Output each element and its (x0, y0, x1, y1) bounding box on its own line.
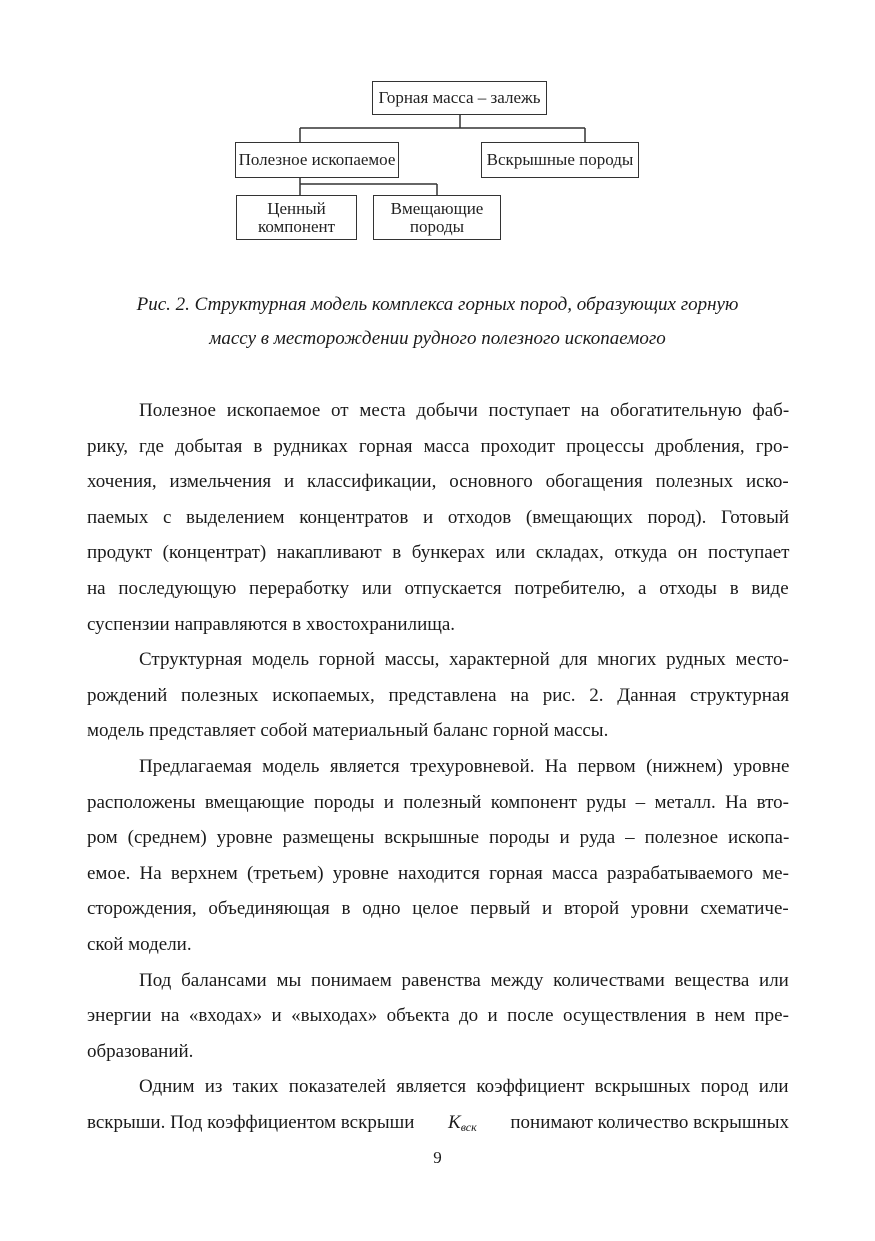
node-mineral-label: Полезное ископаемое (238, 150, 396, 169)
node-valuable-component-line1: Ценный (267, 198, 326, 218)
node-rock-mass (372, 81, 547, 115)
p5-line-2-after: понимают количество вскрышных (510, 1111, 789, 1133)
structure-diagram (0, 0, 875, 260)
node-rock-mass-label: Горная масса – залежь (378, 88, 541, 107)
caption-line-2: массу в месторождении рудного полезного ископаемого (209, 328, 666, 349)
p2-line-3: модель представляет собой материальный баланс горной массы. (87, 720, 609, 742)
caption-line-1: Рис. 2. Структурная модель комплекса горных пород, образующих горную (136, 294, 739, 315)
p4-line-2: энергии на «входах» и «выходах» объекта до и после осуществления в нем пре- (87, 1005, 789, 1027)
k-vsk-symbol (448, 1105, 477, 1146)
paragraph-2 (87, 642, 789, 749)
paragraph-3 (87, 749, 789, 963)
node-host-rock (373, 195, 501, 240)
p2-line-2: рождений полезных ископаемых, представлена на рис. 2. Данная структурная (87, 684, 790, 706)
node-overburden-label: Вскрышные породы (486, 150, 634, 169)
paragraph-5 (87, 1069, 789, 1145)
p4-line-1: Под балансами мы понимаем равенства между количествами вещества или (139, 969, 789, 991)
p1-line-4: паемых с выделением концентратов и отходов (вмещающих пород). Готовый (87, 506, 790, 528)
p3-line-5: сторождения, объединяющая в одно целое первый и второй уровни схематиче- (87, 898, 789, 920)
p1-line-5: продукт (концентрат) накапливают в бункерах или складах, откуда он поступает (87, 542, 790, 564)
p1-line-3: хочения, измельчения и классификации, основного обогащения полезных иско- (87, 471, 789, 493)
p5-line-2-before: вскрыши. Под коэффициентом вскрыши (87, 1111, 415, 1133)
p5-line-1: Одним из таких показателей является коэффициент вскрышных пород или (139, 1076, 789, 1098)
node-host-rock-line2: породы (409, 216, 465, 236)
p3-line-1: Предлагаемая модель является трехуровневой. На первом (нижнем) уровне (139, 755, 790, 777)
node-mineral (235, 142, 399, 178)
figure-caption (60, 288, 815, 356)
k-symbol: K (448, 1111, 461, 1133)
p3-line-2: расположены вмещающие породы и полезный компонент руды – металл. На вто- (87, 791, 790, 813)
page-number: 9 (433, 1148, 442, 1167)
node-host-rock-line1: Вмещающие (390, 198, 484, 218)
p1-line-1: Полезное ископаемое от места добычи поступает на обогатительную фаб- (139, 400, 790, 421)
paragraph-4 (87, 963, 789, 1070)
p3-line-3: ром (среднем) уровне размещены вскрышные породы и руда – полезное ископа- (87, 827, 790, 849)
p3-line-6: ской модели. (87, 933, 192, 955)
node-valuable-component (236, 195, 357, 240)
p3-line-4: емое. На верхнем (третьем) уровне находится горная масса разрабатываемого ме- (87, 862, 789, 884)
p4-line-3: образований. (87, 1040, 194, 1062)
paragraph-1 (87, 393, 789, 642)
p1-line-7: суспензии направляются в хвостохранилища. (87, 613, 456, 635)
body-text (87, 393, 789, 1145)
k-subscript: вск (460, 1119, 477, 1134)
node-valuable-component-line2: компонент (257, 216, 336, 236)
p5-line-2 (87, 1105, 789, 1146)
p1-line-6: на последующую переработку или отпускается потребителю, а отходы в виде (87, 577, 789, 599)
p1-line-2: рику, где добытая в рудниках горная масса проходит процессы дробления, гро- (87, 435, 789, 457)
node-overburden (481, 142, 639, 178)
p2-line-1: Структурная модель горной массы, характерной для многих рудных место- (139, 649, 789, 671)
